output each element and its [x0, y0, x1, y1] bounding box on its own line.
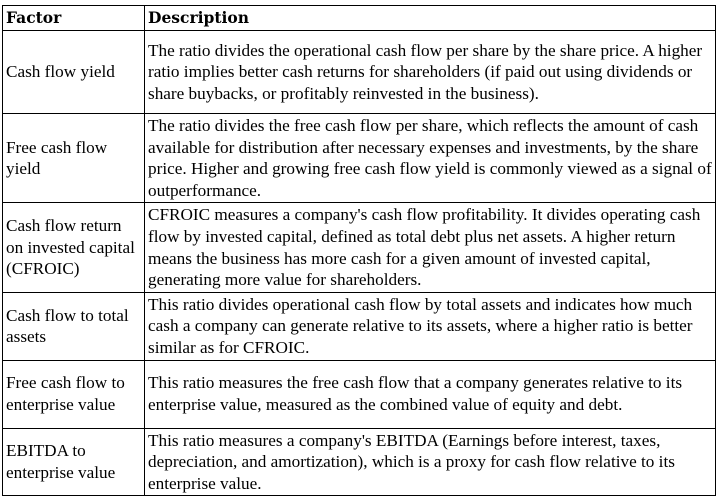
factor-cell: Cash flow return on invested capital (CFROIC): [3, 203, 145, 292]
table-row: [3, 203, 716, 292]
description-cell: This ratio measures a company's EBITDA (Earnings before interest, taxes, depreciation, and amortization), which is a proxy for cash flow relative to its enterprise value.: [145, 428, 716, 496]
description-cell: This ratio measures the free cash flow that a company generates relative to its enterprise value, measured as the combined value of equity and debt.: [145, 360, 716, 428]
factor-description-table: [2, 5, 716, 496]
table-row: [3, 31, 716, 114]
description-cell: The ratio divides the operational cash flow per share by the share price. A higher ratio implies better cash returns for shareholders (if paid out using dividends or share buybacks, or profitably reinvested in the business).: [145, 31, 716, 114]
table-header-row: [3, 6, 716, 31]
description-cell: CFROIC measures a company's cash flow profitability. It divides operating cash flow by invested capital, defined as total debt plus net assets. A higher return means the business has more cash for a given amount of invested capital, generating more value for shareholders.: [145, 203, 716, 292]
table-row: [3, 360, 716, 428]
description-cell: This ratio divides operational cash flow by total assets and indicates how much cash a company can generate relative to its assets, where a higher ratio is better similar as for CFROIC.: [145, 292, 716, 360]
table-row: [3, 292, 716, 360]
factor-cell: Cash flow to total assets: [3, 292, 145, 360]
factor-cell: Cash flow yield: [3, 31, 145, 114]
description-cell: The ratio divides the free cash flow per share, which reflects the amount of cash available for distribution after necessary expenses and investments, by the share price. Higher and growing free cash flow yield is commonly viewed as a signal of outperformance.: [145, 114, 716, 203]
factor-column-header: Factor: [3, 6, 145, 31]
description-column-header: Description: [145, 6, 716, 31]
table-row: [3, 428, 716, 496]
factor-cell: Free cash flow yield: [3, 114, 145, 203]
factor-cell: Free cash flow to enterprise value: [3, 360, 145, 428]
table-row: [3, 114, 716, 203]
factor-cell: EBITDA to enterprise value: [3, 428, 145, 496]
